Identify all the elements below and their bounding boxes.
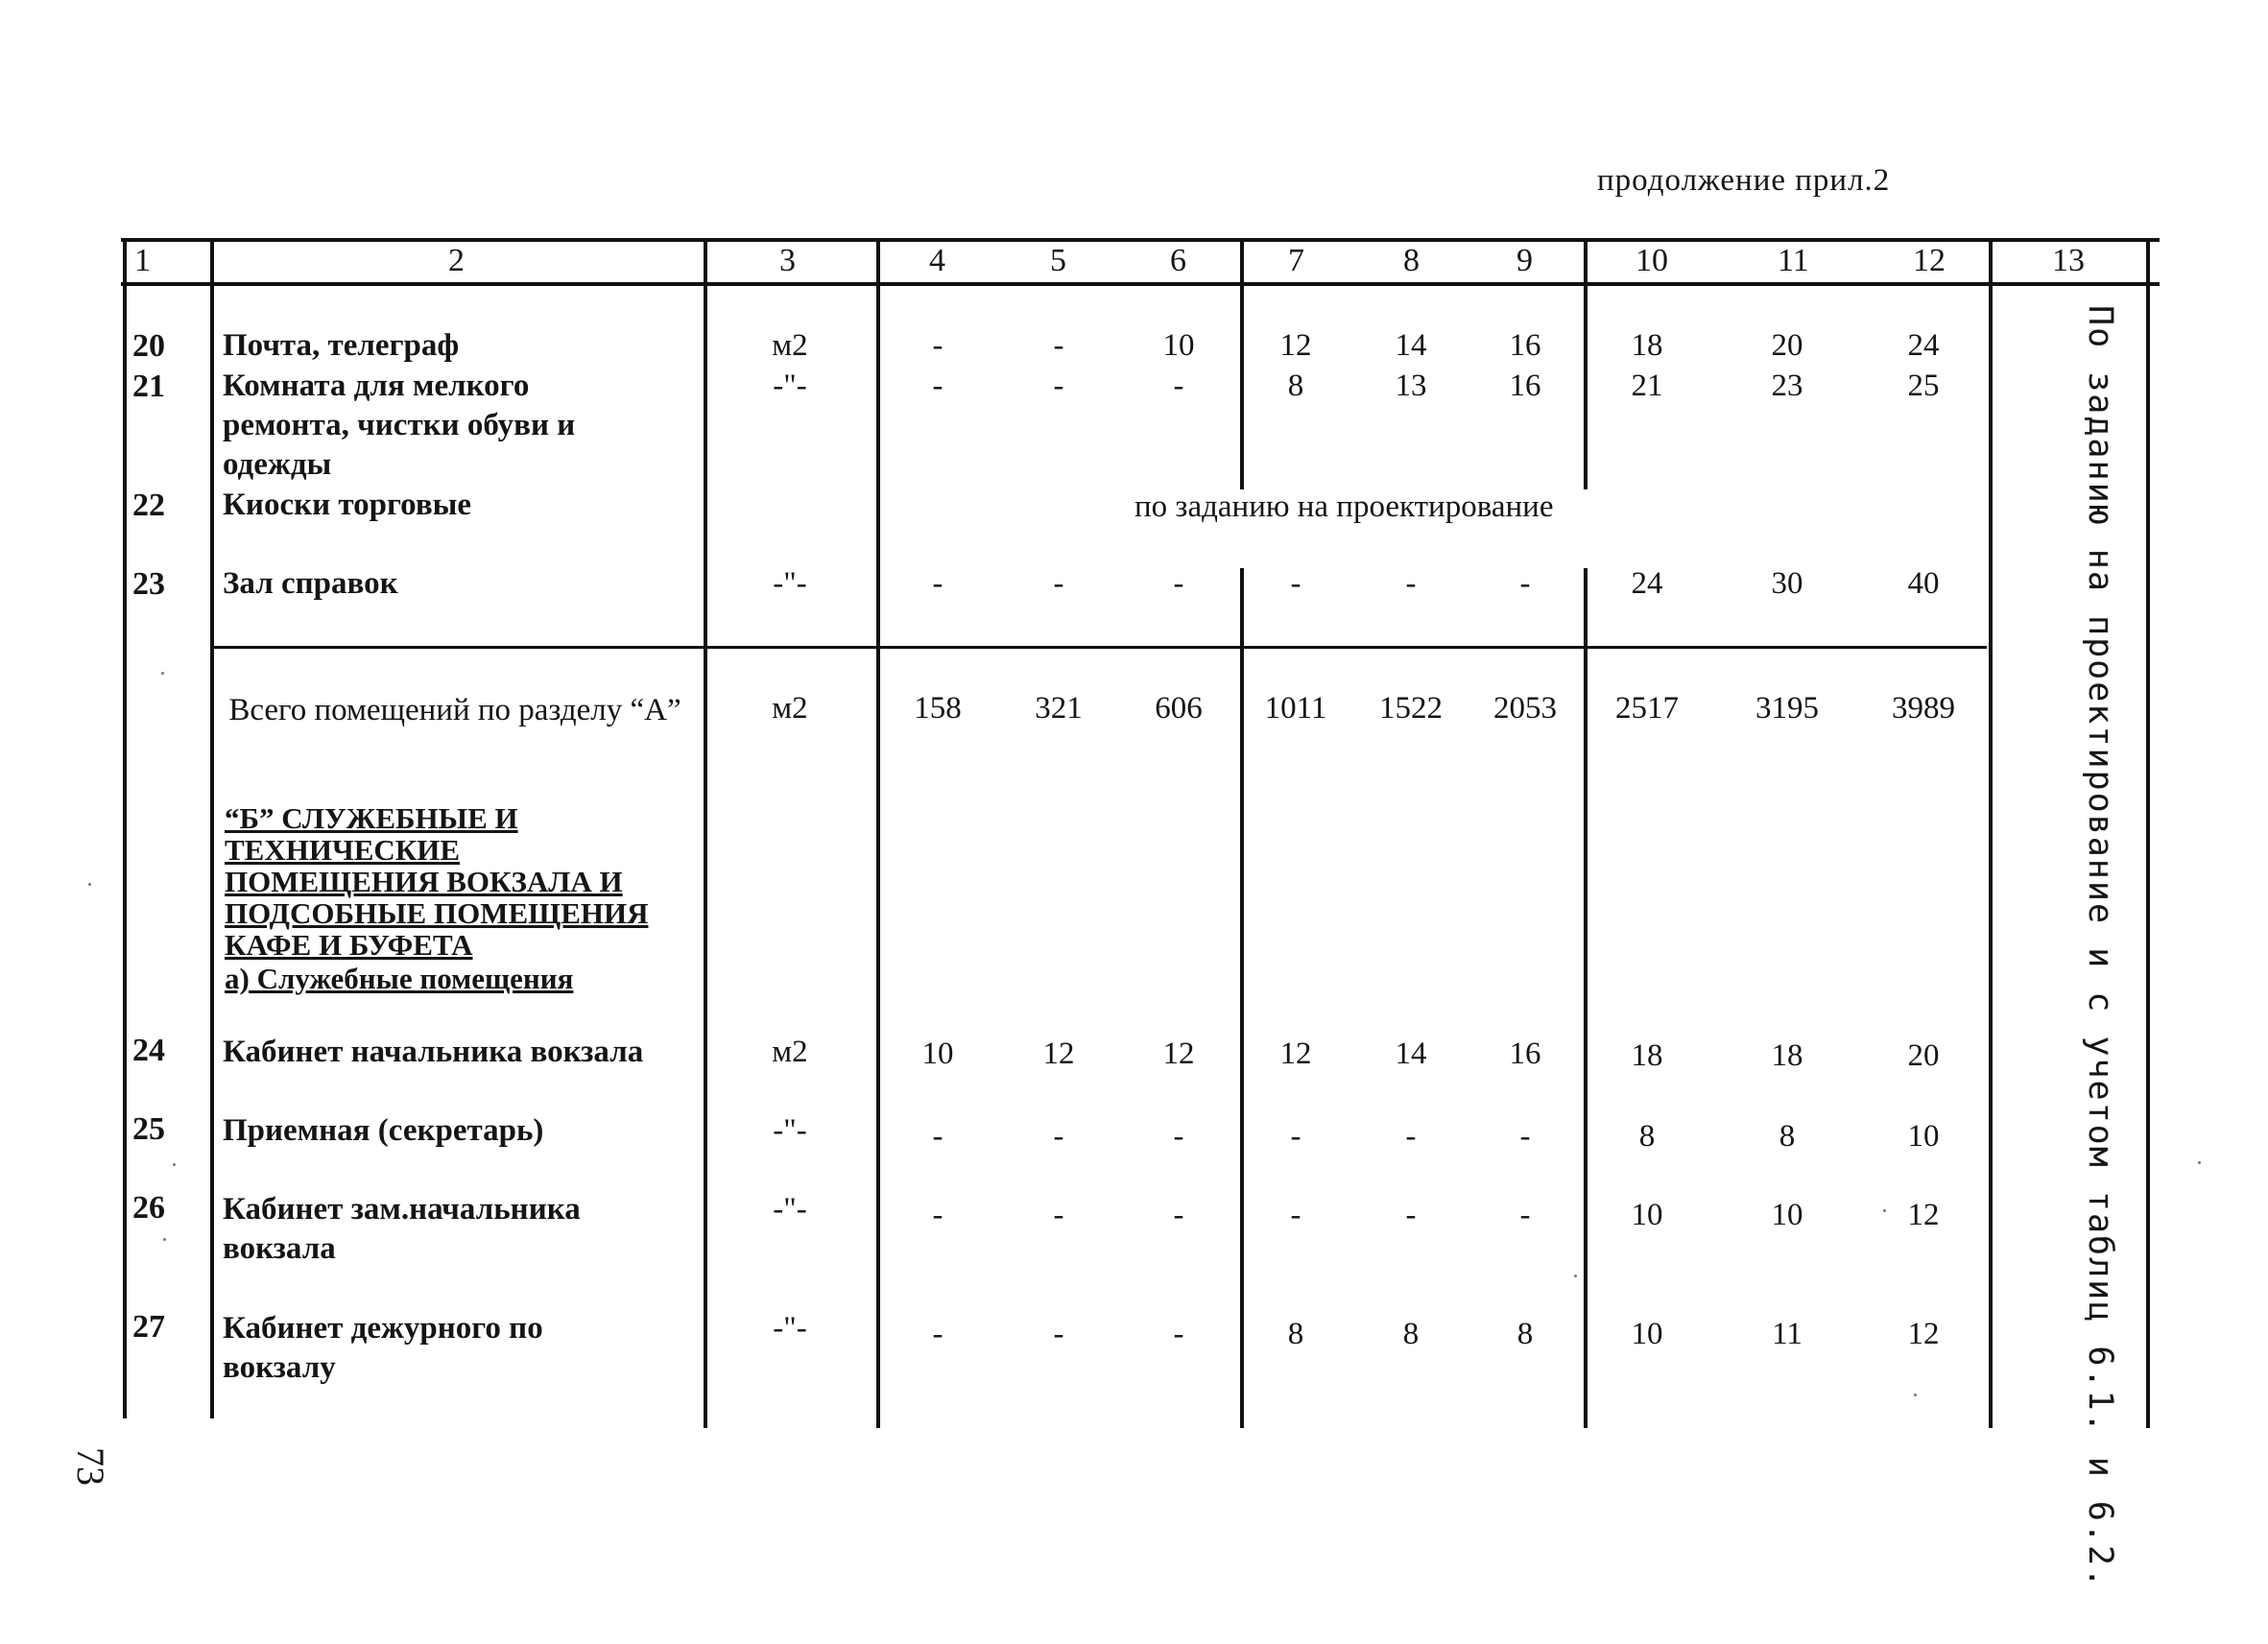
value-cell: 8 xyxy=(1516,1317,1534,1351)
value-cell: 10 xyxy=(1631,1198,1663,1232)
column-13-note: По заданию на проектирование и с учетом таблиц 6.1. и 6.2. xyxy=(2081,305,2119,1590)
value-cell: 21 xyxy=(1631,369,1663,403)
value-cell: 10 xyxy=(1631,1317,1663,1351)
room-name: Приемная (секретарь) xyxy=(223,1113,544,1148)
value-cell: 25 xyxy=(1907,369,1940,403)
value-cell: - xyxy=(1053,369,1064,403)
value-cell: 20 xyxy=(1771,328,1803,363)
unit-cell: -"- xyxy=(773,1192,807,1227)
value-cell: 12 xyxy=(1042,1036,1075,1071)
col-header-6: 6 xyxy=(1170,243,1186,278)
unit-cell: -"- xyxy=(773,369,807,403)
col-header-2: 2 xyxy=(448,243,465,278)
scan-speck xyxy=(1574,1275,1577,1277)
total-cell: 1522 xyxy=(1379,691,1443,726)
col-header-13: 13 xyxy=(2052,243,2085,278)
value-cell: 13 xyxy=(1395,369,1427,403)
value-cell: 18 xyxy=(1631,328,1663,363)
scan-speck xyxy=(88,883,91,886)
col-rule-left xyxy=(123,238,127,1418)
value-cell: - xyxy=(932,566,943,601)
spanned-note: по заданию на проектирование xyxy=(1131,489,1557,525)
value-cell: 40 xyxy=(1907,566,1940,601)
total-cell: 2053 xyxy=(1493,691,1557,726)
value-cell: 12 xyxy=(1279,1036,1312,1071)
col-rule-right xyxy=(2146,238,2150,1428)
value-cell: - xyxy=(932,1317,943,1351)
continuation-note: продолжение прил.2 xyxy=(1597,163,1891,198)
value-cell: 24 xyxy=(1907,328,1940,363)
scan-speck xyxy=(2198,1161,2201,1164)
value-cell: 12 xyxy=(1907,1317,1940,1351)
value-cell: 16 xyxy=(1509,369,1541,403)
col-header-4: 4 xyxy=(929,243,945,278)
col-header-7: 7 xyxy=(1288,243,1304,278)
value-cell: 8 xyxy=(1638,1119,1656,1154)
col-header-5: 5 xyxy=(1050,243,1066,278)
col-rule-3 xyxy=(876,238,880,1428)
col-header-9: 9 xyxy=(1516,243,1533,278)
value-cell: - xyxy=(1519,566,1531,601)
value-cell: - xyxy=(1290,1198,1301,1232)
value-cell: 14 xyxy=(1395,1036,1427,1071)
scan-speck xyxy=(163,1238,166,1241)
value-cell: 12 xyxy=(1907,1198,1940,1232)
total-cell: 3195 xyxy=(1755,691,1819,726)
value-cell: 16 xyxy=(1509,328,1541,363)
col-rule-6a xyxy=(1240,238,1244,489)
page-number: 73 xyxy=(69,1447,112,1486)
col-header-11: 11 xyxy=(1778,243,1809,278)
header-bottom-rule xyxy=(121,282,2160,286)
value-cell: 14 xyxy=(1395,328,1427,363)
total-cell: 2517 xyxy=(1615,691,1679,726)
room-name: Киоски торговые xyxy=(223,488,472,522)
col-rule-9a xyxy=(1584,238,1588,489)
value-cell: - xyxy=(1519,1198,1531,1232)
value-cell: - xyxy=(1173,1317,1184,1351)
value-cell: 8 xyxy=(1287,1317,1304,1351)
room-name: Зал справок xyxy=(223,566,398,601)
value-cell: - xyxy=(1173,566,1184,601)
unit-cell: -"- xyxy=(773,1113,807,1148)
value-cell: - xyxy=(1173,369,1184,403)
value-cell: 10 xyxy=(1162,328,1195,363)
value-cell: 18 xyxy=(1631,1038,1663,1073)
value-cell: 8 xyxy=(1779,1119,1796,1154)
scan-speck xyxy=(1914,1394,1917,1396)
value-cell: 16 xyxy=(1509,1036,1541,1071)
room-name: Кабинет зам.начальника вокзала xyxy=(223,1192,581,1266)
scan-speck xyxy=(173,1163,176,1166)
unit-cell: м2 xyxy=(772,1035,808,1069)
section-b-subheading: а) Служебные помещения xyxy=(225,962,574,995)
value-cell: 24 xyxy=(1631,566,1663,601)
value-cell: 8 xyxy=(1287,369,1304,403)
value-cell: - xyxy=(1053,328,1064,363)
unit-cell: м2 xyxy=(772,691,808,726)
value-cell: 10 xyxy=(921,1036,954,1071)
value-cell: 18 xyxy=(1771,1038,1803,1073)
value-cell: 12 xyxy=(1279,328,1312,363)
row-number: 20 xyxy=(132,328,165,364)
row-number: 25 xyxy=(132,1111,165,1147)
value-cell: - xyxy=(1173,1198,1184,1232)
value-cell: - xyxy=(1405,1119,1417,1154)
row-number: 27 xyxy=(132,1309,165,1345)
col-header-1: 1 xyxy=(134,243,151,278)
value-cell: - xyxy=(1053,1198,1064,1232)
value-cell: 8 xyxy=(1402,1317,1420,1351)
row-number: 26 xyxy=(132,1190,165,1226)
row-number: 23 xyxy=(132,566,165,602)
value-cell: - xyxy=(932,1119,943,1154)
value-cell: - xyxy=(1053,566,1064,601)
col-header-10: 10 xyxy=(1635,243,1668,278)
col-rule-2 xyxy=(704,238,707,1428)
total-cell: 606 xyxy=(1155,691,1203,726)
value-cell: 11 xyxy=(1772,1317,1802,1351)
value-cell: - xyxy=(932,369,943,403)
value-cell: 12 xyxy=(1162,1036,1195,1071)
value-cell: - xyxy=(1290,566,1301,601)
unit-cell: -"- xyxy=(773,1311,807,1346)
col-header-3: 3 xyxy=(779,243,796,278)
value-cell: - xyxy=(932,328,943,363)
value-cell: - xyxy=(1173,1119,1184,1154)
room-name: Кабинет дежурного по вокзалу xyxy=(223,1311,543,1385)
value-cell: - xyxy=(932,1198,943,1232)
total-label: Всего помещений по разделу “А” xyxy=(228,693,681,727)
unit-cell: -"- xyxy=(773,566,807,601)
col-rule-12 xyxy=(1989,238,1993,1428)
row-number: 22 xyxy=(132,488,165,523)
table-top-rule xyxy=(121,238,2160,242)
scan-speck xyxy=(1883,1209,1886,1212)
value-cell: - xyxy=(1053,1317,1064,1351)
scan-speck xyxy=(161,672,164,675)
col-rule-9b xyxy=(1584,568,1588,1428)
col-header-8: 8 xyxy=(1403,243,1420,278)
room-name: Почта, телеграф xyxy=(223,328,460,363)
col-rule-6b xyxy=(1240,568,1244,1428)
section-b-heading: “Б” СЛУЖЕБНЫЕ И ТЕХНИЧЕСКИЕ ПОМЕЩЕНИЯ ВОКЗАЛА И ПОДСОБНЫЕ ПОМЕЩЕНИЯ КАФЕ И БУФЕТА xyxy=(225,801,649,962)
total-cell: 3989 xyxy=(1892,691,1955,726)
value-cell: 10 xyxy=(1907,1119,1940,1154)
value-cell: - xyxy=(1053,1119,1064,1154)
col-rule-1 xyxy=(210,238,214,1418)
value-cell: 20 xyxy=(1907,1038,1940,1073)
value-cell: 10 xyxy=(1771,1198,1803,1232)
col-header-12: 12 xyxy=(1913,243,1946,278)
total-separator-rule xyxy=(213,646,1987,649)
value-cell: 23 xyxy=(1771,369,1803,403)
total-cell: 1011 xyxy=(1264,691,1327,726)
total-cell: 158 xyxy=(914,691,962,726)
value-cell: - xyxy=(1519,1119,1531,1154)
row-number: 21 xyxy=(132,369,165,404)
room-name: Кабинет начальника вокзала xyxy=(223,1035,644,1069)
value-cell: - xyxy=(1405,1198,1417,1232)
unit-cell: м2 xyxy=(772,328,808,363)
value-cell: - xyxy=(1405,566,1417,601)
room-name: Комната для мелкого ремонта, чистки обуви и одежды xyxy=(223,369,576,482)
value-cell: - xyxy=(1290,1119,1301,1154)
row-number: 24 xyxy=(132,1033,165,1068)
value-cell: 30 xyxy=(1771,566,1803,601)
total-cell: 321 xyxy=(1035,691,1083,726)
